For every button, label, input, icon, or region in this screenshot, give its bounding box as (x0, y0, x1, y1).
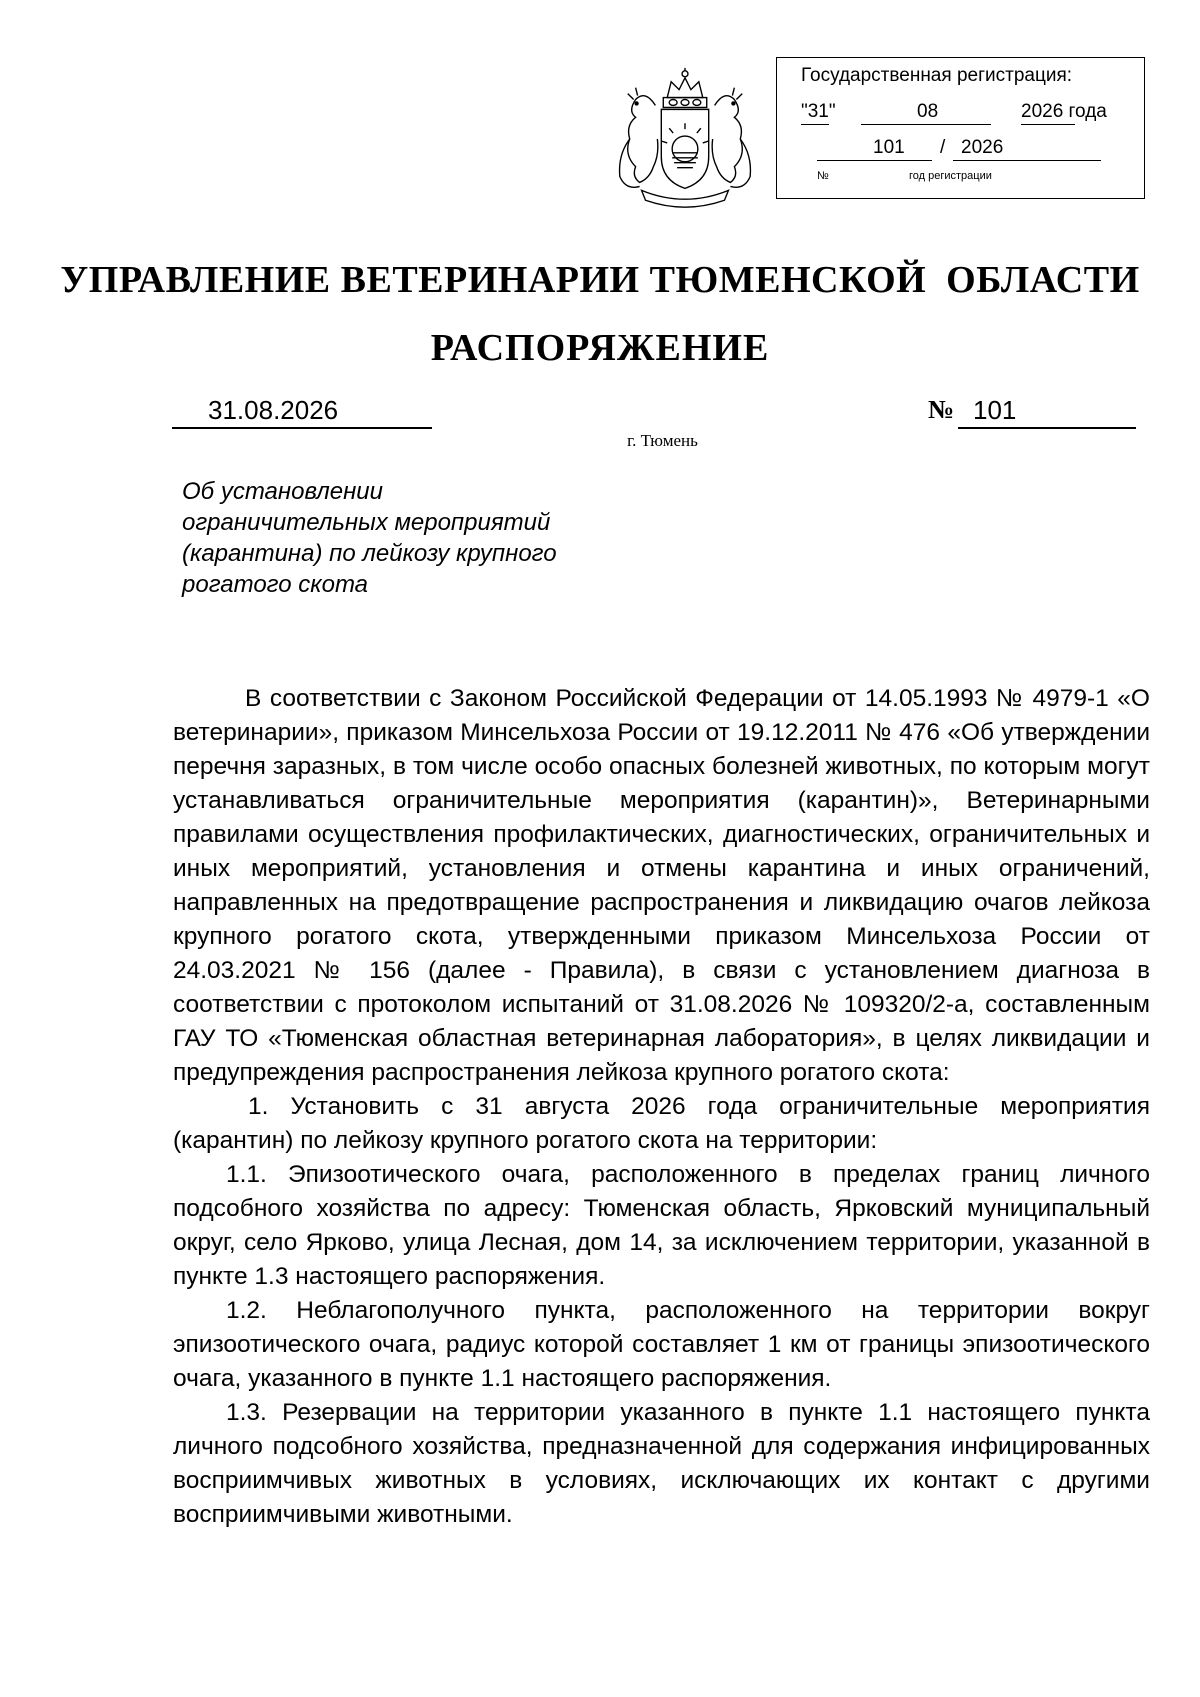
item-1-3-paragraph: 1.3. Резервации на территории указанного в пункте 1.1 настоящего пункта личного подсобного хозяйства, предназначенной для содержания инфицированных восприимчивых животных в условиях, исключающих их контакт с другими восприимчивыми животными. (173, 1399, 1150, 1528)
document-body (173, 682, 1150, 1532)
document-date: 31.08.2026 (208, 395, 339, 425)
document-number: 101 (973, 395, 1017, 425)
registration-year: 2026 года (1021, 101, 1107, 122)
registration-number-underline (817, 160, 932, 161)
registration-year-underline (1021, 124, 1075, 125)
registration-stamp (776, 57, 1145, 199)
preamble-paragraph: В соответствии с Законом Российской Федерации от 14.05.1993 № 4979-1 «О ветеринарии», приказом Минсельхоза России от 19.12.2011 № 476 «Об утверждении перечня заразных, в том числе особо опасных болезней животных, по которым могут устанавливаться ограничительные мероприятия (карантин)», Ветеринарными правилами осуществления профилактических, диагностических, ограничительных и иных мероприятий, установления и отмены карантина и иных ограничений, направленных на предотвращение распространения и ликвидацию очагов лейкоза крупного рогатого скота, утвержденными приказом Минсельхоза России от 24.03.2021 № 156 (далее - Правила), в связи с установлением диагноза в соответствии с протоколом испытаний от 31.08.2026 № 109320/2-а, составленным ГАУ ТО «Тюменская областная ветеринарная лаборатория», в целях ликвидации и предупреждения распространения лейкоза крупного рогатого скота: (173, 685, 1150, 1086)
document-subject (182, 476, 622, 600)
date-underline (172, 427, 432, 429)
document-type-title: РАСПОРЯЖЕНИЕ (430, 327, 770, 369)
registration-year-caption: год регистрации (909, 170, 992, 182)
subject-line: (карантина) по лейкозу крупного (182, 540, 557, 567)
subject-line: рогатого скота (182, 571, 369, 598)
registration-title: Государственная регистрация: (801, 65, 1073, 86)
registration-number: 101 (873, 137, 905, 158)
subject-line: Об установлении (182, 478, 383, 505)
organization-title: УПРАВЛЕНИЕ ВЕТЕРИНАРИИ ТЮМЕНСКОЙ ОБЛАСТИ (60, 259, 1140, 301)
registration-month-underline (861, 124, 991, 125)
registration-day-underline (801, 124, 829, 125)
item-1-2-paragraph: 1.2. Неблагополучного пункта, расположенного на территории вокруг эпизоотического очага, радиус которой составляет 1 км от границы эпизоотического очага, указанного в пункте 1.1 настоящего распоряжения. (173, 1297, 1150, 1392)
document-number-label: № (928, 395, 955, 424)
number-underline (958, 427, 1136, 429)
registration-reg-year: 2026 (961, 137, 1004, 158)
registration-day: "31" (801, 101, 836, 122)
subject-line: ограничительных мероприятий (182, 509, 551, 536)
item-1-1-paragraph: 1.1. Эпизоотического очага, расположенного в пределах границ личного подсобного хозяйства по адресу: Тюменская область, Ярковский муниципальный округ, село Ярково, улица Лесная, дом 14, за исключением территории, указанной в пункте 1.3 настоящего распоряжения. (173, 1161, 1150, 1290)
item-1-paragraph: 1. Установить с 31 августа 2026 года ограничительные мероприятия (карантин) по лейкозу крупного рогатого скота на территории: (173, 1093, 1150, 1154)
registration-slash: / (940, 137, 946, 158)
coat-of-arms-emblem (606, 60, 764, 218)
registration-month: 08 (917, 101, 939, 122)
registration-number-caption: № (817, 170, 829, 182)
registration-reg-year-underline (953, 160, 1101, 161)
document-city: г. Тюмень (627, 431, 698, 450)
